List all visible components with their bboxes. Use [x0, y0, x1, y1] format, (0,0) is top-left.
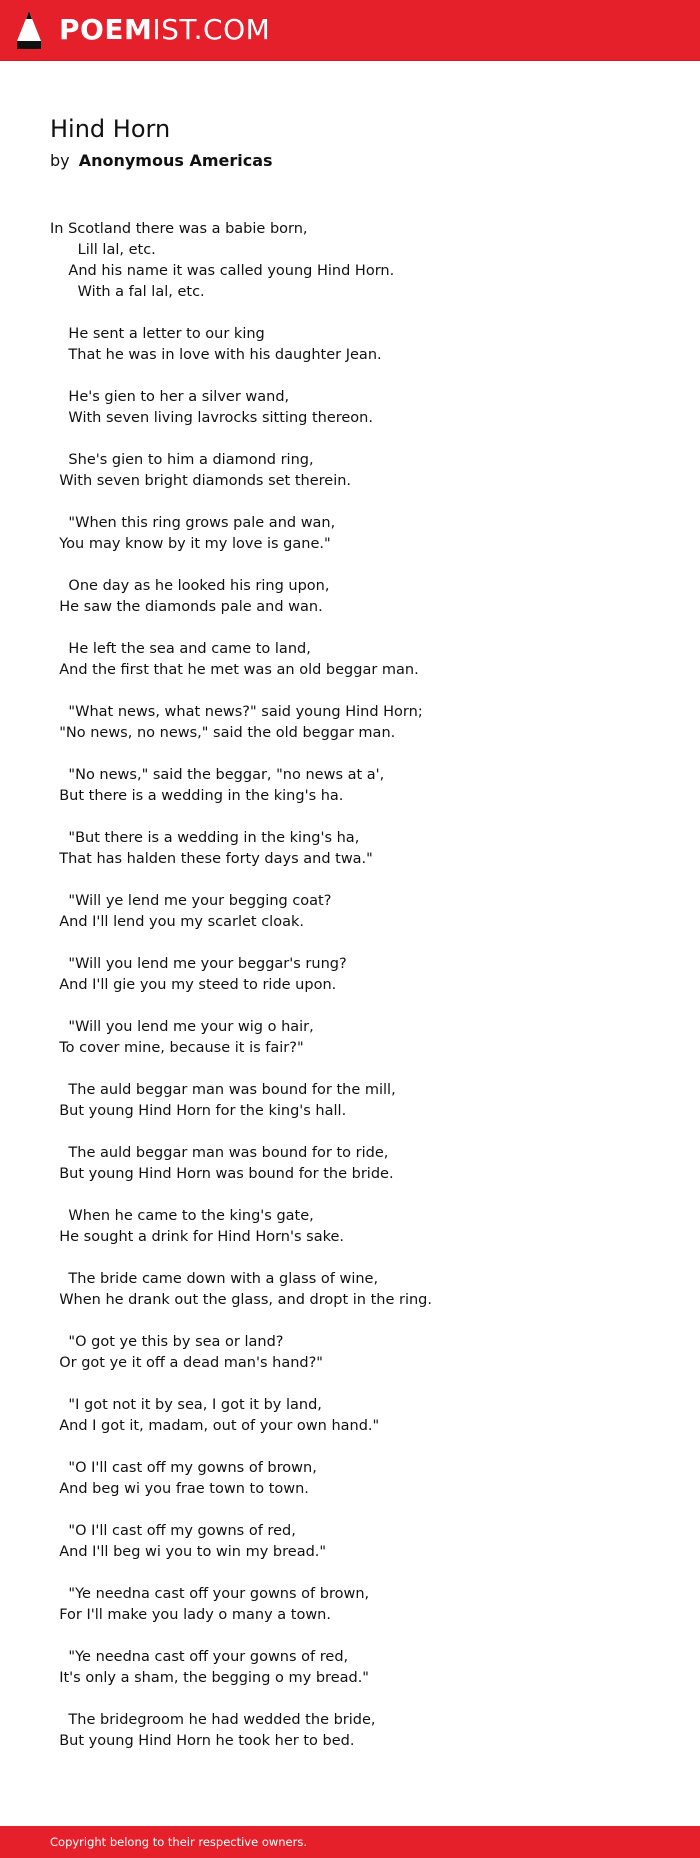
- poem-header: [50, 112, 670, 172]
- poem-author-link[interactable]: Anonymous Americas: [78, 151, 273, 170]
- site-logo[interactable]: [16, 10, 270, 50]
- site-footer: [0, 1826, 700, 1858]
- pencil-logo-icon: [16, 10, 42, 50]
- poem-text: In Scotland there was a babie born, Lill lal, etc. And his name it was called young Hind Horn. With a fal lal, etc. He sent a letter to our king That he was in love with his daughter Jean. He's gien to her a silver wand, With seven living lavrocks sitting thereon. She's gien to him a diamond ring, With seven bright diamonds set therein. "When this ring grows pale and wan, You may know by it my love is gane." One day as he looked his ring upon, He saw the diamonds pale and wan. He left the sea and came to land, And the first that he met was an old beggar man. "What news, what news?" said young Hind Horn; "No news, no news," said the old beggar man. "No news," said the beggar, "no news at a', But there is a wedding in the king's ha. "But there is a wedding in the king's ha, That has halden these forty days and twa." "Will ye lend me your begging coat? And I'll lend you my scarlet cloak. "Will you lend me your beggar's rung? And I'll gie you my steed to ride upon. "Will you lend me your wig o hair, To cover mine, because it is fair?" The auld beggar man was bound for the mill, But young Hind Horn for the king's hall. The auld beggar man was bound for to ride, But young Hind Horn was bound for the bride. When he came to the king's gate, He sought a drink for Hind Horn's sake. The bride came down with a glass of wine, When he drank out the glass, and dropt in the ring. "O got ye this by sea or land? Or got ye it off a dead man's hand?" "I got not it by sea, I got it by land, And I got it, madam, out of your own hand." "O I'll cast off my gowns of brown, And beg wi you frae town to town. "O I'll cast off my gowns of red, And I'll beg wi you to win my bread." "Ye needna cast off your gowns of brown, For I'll make you lady o many a town. "Ye needna cast off your gowns of red, It's only a sham, the begging o my bread." The bridegroom he had wedded the bride, But young Hind Horn he took her to bed.: [50, 221, 432, 1749]
- logo-text: [59, 10, 270, 50]
- poem-title: Hind Horn: [50, 115, 171, 143]
- by-label: by: [50, 151, 70, 170]
- copyright-text: Copyright belong to their respective owners.: [50, 1835, 308, 1849]
- site-header: [0, 0, 700, 61]
- logo-text-bold: POEM: [59, 13, 153, 46]
- logo-text-light: IST.COM: [152, 13, 271, 46]
- poem-byline: [50, 150, 670, 172]
